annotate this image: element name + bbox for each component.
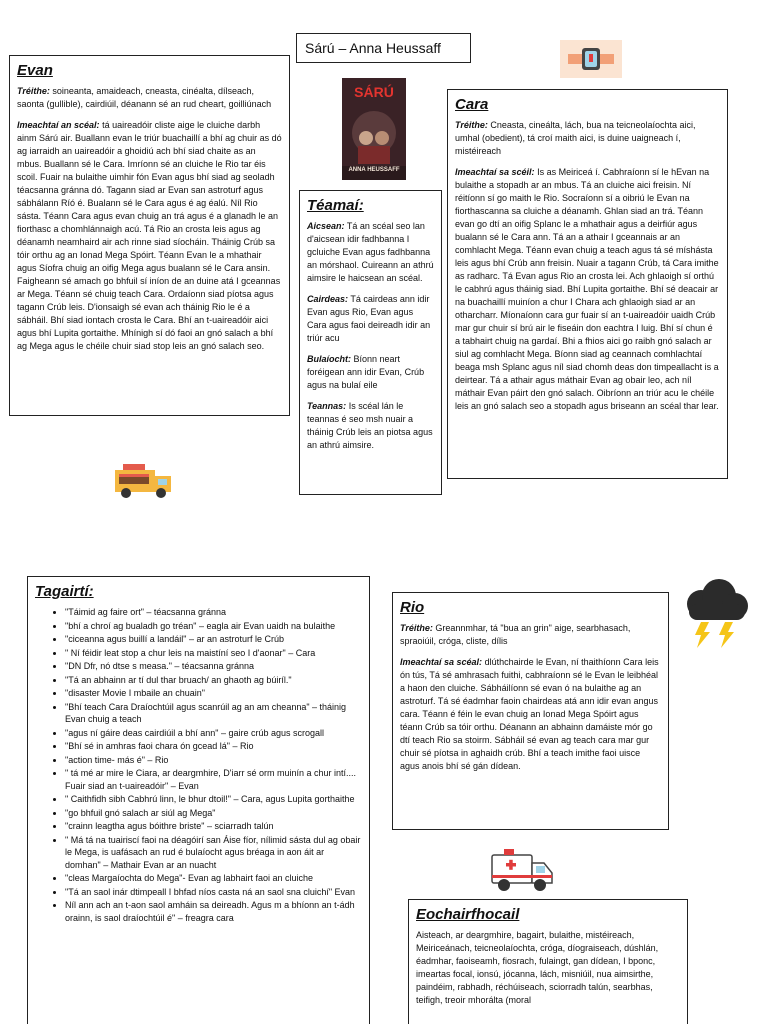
quotes-heading: Tagairtí: [35, 583, 94, 600]
rio-heading: Rio [400, 599, 425, 616]
keywords-text: Aisteach, ar deargmhire, bagairt, bulaithe, mistéireach, Meiriceánach, teicneolaíochta, cróga, díograiseach, dúshlán, éadmhar, faoiseamh, fiosrach, fulaingt, gan dídean, I bponc, imeartas focal, ionsú, jócanna, lách, misniúil, nua aimsirthe, paindéim, rabhadh, réchúiseach, sciorradh talún, searbhas, teifigh, treoir mhoráltа (moral [416, 930, 659, 1005]
quote-item: • " Caithfidh sibh Cabhrú linn, le bhur dtoil!" – Cara, agus Lupita gorthaithe [65, 793, 362, 806]
cara-traits [455, 119, 720, 158]
keywords-section [408, 899, 688, 1024]
theme-item [307, 293, 434, 345]
storm-cloud-icon [679, 578, 753, 648]
evan-traits-label: Tréithe: [17, 86, 50, 96]
book-cover-author: ANNA HEUSSAFF [348, 167, 400, 173]
rio-traits-label: Tréithe: [400, 623, 433, 633]
quote-item: • "Táimid ag faire ort" – téacsanna gránna [65, 606, 362, 619]
rio-traits-text: Greannmhar, tá "bua an grin" aige, searbhasach, spraoiúil, cróga, cliste, dílis [400, 623, 631, 646]
cara-heading: Cara [455, 96, 489, 113]
rio-traits [400, 622, 661, 648]
evan-heading: Evan [17, 62, 53, 79]
page-title: Sárú – Anna Heussaff [296, 33, 471, 63]
quote-item: • " Má tá na tuairiscí faoi na déagóirí san Áise fíor, nílimid sásta dul ag obair le Mega, is uafásach an rud é bulaíocht agus bréaga in aon áit ar domhan" – Mathair Evan ar an nuacht [65, 834, 362, 872]
theme-text: Bíonn neart foréigean ann idir Evan, Crúb agus na bulaí eile [307, 354, 425, 390]
theme-text: Is scéal lán le teannas é seo msh nuair a tháinig Crúb leis an piotsa agus an athrú aimsire. [307, 401, 433, 450]
quote-item: • "go bhfuil gnó salach ar siúl ag Mega" [65, 807, 362, 820]
themes-section [299, 190, 442, 495]
theme-label: Aicsean: [307, 221, 345, 231]
rio-role-label: Imeachtaí sa scéal: [400, 657, 483, 667]
rio-role-text: dlúthchairde le Evan, ní thaithíonn Cara leis ón tús, Tá sé amhrasach fuithi, cabhraíonn sé le Evan le leibhéal a haon den cluiche. Sábháilíonn sé evan ó na bulaithe ag an astroturf. Tá sé éadmhar faoin chairdeas atá ann idir evan angus cara. Téann é féin le evan chuig an Ionad Mega Spóirt agus téann Crúb sa tóir orthu. Déanann an abhainn damáiste mór go dtí teach Rio sa stoirm. Sábháil sé evan ag teach cara mar gur chuir sé píotsa in aghaidh crúb. Bhí a teach imithe faoi uisce agus anois bhí sé gán dídean. [400, 657, 659, 771]
quote-list [35, 606, 362, 924]
evan-section [9, 55, 290, 416]
quote-item: • "agus ní gáire deas cairdiúil a bhí ann" – gaire crúb agus scrogall [65, 727, 362, 740]
theme-item [307, 353, 434, 392]
evan-traits-text: soineanta, amaideach, cneasta, cinéalta, dílseach, saonta (gullible), cairdiúil, déanann sé an rud cheart, goilliúnach [17, 86, 272, 109]
quote-item: • "disaster Movie I mbaile an chuain" [65, 687, 362, 700]
theme-label: Bulaíocht: [307, 354, 351, 364]
evan-role [17, 119, 282, 353]
cara-traits-text: Cneasta, cineálta, lách, bua na teicneolaíochta aici, umhal (obedient), tá croí maith aici, is duine uaigneach í, mistéireach [455, 120, 696, 156]
book-cover-title: SÁRÚ [354, 84, 394, 100]
theme-item [307, 220, 434, 285]
cara-role-text: Is as Meiriceá í. Cabhraíonn sí le hEvan na bulaithe a stopadh ar an mbus. Tá an cluiche aici freisin. Ní réitíonn sí go maith le Rio. Socraíonn sí a oibriú le Evan na fiorthascanna sa cluiche a déanamh. Ghlan siad an trá. Téann evan go dtí an oifig Splanc le a mhathair agus a deirfiúr agus bualann sé le Cara ann. Tá an a athair I gceannais ar an comhlacht Mega. Téann evan chuig a teach agus tá sé míshásta leis agus bhí Crúb ann freisin. Nuair a tagann Crúb, tá Cara imithe as radharc. Tá Evan agus Rio an crosta lei. Ach ghlaoigh sí orthú le cabhrú agus tháinig siad. Bhí Lupita gortaithe. Bhí sé deacair ar na buachaillí muiníon a chur I Chara ach ghlaoigh siad ar an otharcharr. Míonaíonn cara gur fuair sí an t-uaireadóir uaidh Crúb mar gur chuir sí brú air le fiseáin don eachtra I luig. Bhí sí chun é a tabhairt chuig na gardaí. Bhi a fhios aici go raibh gnó salach ar siul ag comhlacht Mega. Bíonn siad ag ceannach comhlachtaí beaga msh Splanc agus níl siad chomh deas don timpeallacht is a deirtear. Tá a athair agus máthair Evan ag obair leo, ach níl máthair Evan páirt den gnó salach. Oibríonn an triúr acu le chéile leis an gnó salach seo a stopadh agus briseann an scéal thar lear. [455, 167, 719, 411]
cara-traits-label: Tréithe: [455, 120, 488, 130]
food-truck-icon [113, 462, 175, 500]
quote-item: • "action time- más é" – Rio [65, 754, 362, 767]
watch-icon [560, 40, 622, 78]
cara-section [447, 89, 728, 479]
quote-item: • " tá mé ar mire le Ciara, ar deargmhire, D'iarr sé orm muinín a chur intí.... Fuair siad an t-uaireadóir" – Evan [65, 767, 362, 792]
book-cover-image [342, 78, 406, 180]
quote-item: • "Tá an abhainn ar tí dul thar bruach/ an ghaoth ag búiríl." [65, 674, 362, 687]
cara-role [455, 166, 720, 413]
rio-section [392, 592, 669, 830]
quote-item: • "Bhí teach Cara Draíochtúil agus scanrúil ag an am cheanna" – tháinig Evan chuig a teach [65, 701, 362, 726]
evan-role-text: tá uaireadóir cliste aige le cluiche darbh ainm Sárú air. Buallann evan le triúr buachaillí a bhí ag chuir as dó ag iarraidh an uaireadóir a ghoidiú ach bhí siad chaite as an mbus. Buallann sé le Cara. Imríonn sé an cluiche le Rio tar éis scoil. Fuair na bulaithe uimhir fón Evan agus bhí siad ag seoladh téacsanna gránna dó. Tagann siad ar Evan san astroturf agus sábhálann Ríó é. Bualann sé le Cara agus é ag éalú. Níl Rio sásta. Téann Cara agus evan chuig an trá agus é a glanadh le an fiorthasc a chomhlánnaigh acú. Tá Rio an crosta leis agus ag déanamh neamhaird air ach rinne siad síocháin. Tháinig Crúb sa tóir orthu ag an Ionad Mega Spóirt. Téann Evan le a mhathair agus Síofra chuig an oifig Mega agus bualann sé le Cara ansin. Faigheann sé amach go bhfuil sí iníon de an duine atá I gceannas ar Mega. Téann sé chuig teach Cara. Ordaíonn siad píotsa agus tagann Crúb leis. D'ionsaigh sé evan ach tháinig Rio le é a sábháil. Bhí siad iontach crosta le Cara. Bhí an t-uaireadóir aici agus bhí Lupita gortaithe. Mhínigh sí dó faoi an gnó salach a bhí ag Mega agus le chéile chuir siad stop leis an gnó salach seo. [17, 120, 282, 351]
quote-item: • "Bhí sé in amhras faoi chara ón gcead lá" – Rio [65, 740, 362, 753]
quote-item: • " Ní féidir leat stop a chur leis na maistíní seo I d'aonar" – Cara [65, 647, 362, 660]
quote-item: • "Tá an saol inár dtimpeall I bhfad níos casta ná an saol sna cluichí" Evan [65, 886, 362, 899]
theme-label: Teannas: [307, 401, 347, 411]
quotes-section [27, 576, 370, 1024]
evan-role-label: Imeachtaí an scéal: [17, 120, 100, 130]
themes-heading: Téamaí: [307, 197, 364, 214]
theme-label: Cairdeas: [307, 294, 349, 304]
quote-item: • "bhí a chroí ag bualadh go tréan" – eagla air Evan uaidh na bulaithe [65, 620, 362, 633]
ambulance-icon [490, 845, 556, 895]
keywords-heading: Eochairfhocail [416, 906, 520, 923]
rio-role [400, 656, 661, 773]
quote-item: • "ciceanna agus buillí a landáil" – ar an astroturf le Crúb [65, 633, 362, 646]
evan-traits [17, 85, 282, 111]
quote-item: • "crainn leagtha agus bóithre briste" – sciarradh talún [65, 820, 362, 833]
theme-text: Tá an scéal seo lan d'aicsean idir fadhbanna I gcluiche Evan agus fadhbanna an mórshaol. Cuireann an athrú aimsire le haicsean an scéal. [307, 221, 434, 283]
quote-item: • "DN Dfr, nó dtse s measa." – téacsanna gránna [65, 660, 362, 673]
quote-item: • Níl ann ach an t-aon saol amháin sa deireadh. Agus m a bhíonn an t-ádh orainn, is saol draíochtúil é" – freagra cara [65, 899, 362, 924]
quote-item: • "cleas Margaíochta do Mega"- Evan ag labhairt faoi an cluiche [65, 872, 362, 885]
theme-text: Tá cairdeas ann idir Evan agus Rio, Evan agus Cara agus faoi deireadh idir an triúr acu [307, 294, 431, 343]
theme-item [307, 400, 434, 452]
cara-role-label: Imeachtaí sa scéil: [455, 167, 535, 177]
